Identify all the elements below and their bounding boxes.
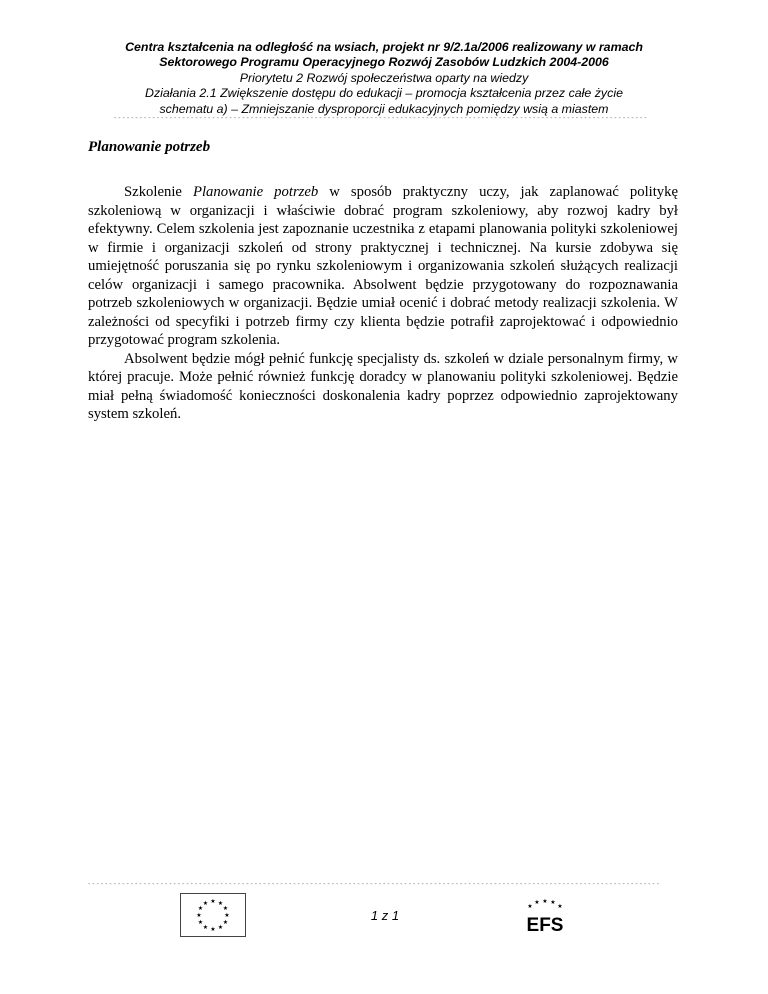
- svg-text:★: ★: [210, 926, 216, 933]
- svg-text:★: ★: [534, 899, 540, 906]
- paragraph-1-start: Szkolenie: [124, 184, 193, 200]
- eu-flag-icon: [180, 893, 246, 937]
- page-number: 1 z 1: [370, 908, 400, 923]
- svg-text:★: ★: [217, 900, 224, 907]
- header-line-5: schematu a) – Zmniejszanie dysproporcji edukacyjnych pomiędzy wsią a miastem: [159, 101, 609, 116]
- header-line-2: Sektorowego Programu Operacyjnego Rozwój Zasobów Ludzkich 2004-2006: [159, 55, 609, 70]
- efs-logo-text: EFS: [526, 915, 564, 936]
- svg-text:★: ★: [542, 898, 548, 905]
- section-title: Planowanie potrzeb: [88, 139, 211, 155]
- svg-text:★: ★: [557, 903, 563, 910]
- efs-logo: [516, 894, 574, 938]
- document-header: [80, 40, 688, 117]
- svg-text:★: ★: [527, 903, 533, 910]
- svg-text:★: ★: [196, 912, 202, 919]
- body-text: [88, 183, 678, 424]
- svg-text:★: ★: [550, 899, 556, 906]
- paragraph-2: Absolwent będzie mógł pełnić funkcję specjalisty ds. szkoleń w dziale personalnym firmy, w której pracuje. Może pełnić również funkcję doradcy w planowaniu polityki szkoleniowej. Będzie miał pełną świadomość konieczności doskonalenia kadry poprzez odpowiednio zaprojektowany system szkoleń.: [88, 350, 678, 422]
- header-line-1: Centra kształcenia na odległość na wsiach, projekt nr 9/2.1a/2006 realizowany w ramach: [125, 40, 643, 54]
- svg-text:★: ★: [202, 900, 209, 907]
- header-divider: - - - - - - - - - - - - - - - - - - - - - - - - - - - - - - - - - - - - - - - - - - - - - - - - - - - - - - - - - - - - - - - - - - - - - - - - - - - - - - - - - - - - - - - - - - - - - - - - - - - - - - - - - - - - - - - - - - - - - - - - - - - - -: [114, 115, 647, 122]
- footer-divider: - - - - - - - - - - - - - - - - - - - - - - - - - - - - - - - - - - - - - - - - - - - - - - - - - - - - - - - - - - - - - - - - - - - - - - - - - - - - - - - - - - - - - - - - - - - - - - - - - - - - - - - - - - - - - - - - - - - - - - - - - - - - - - - - - - - - - -: [88, 881, 660, 888]
- svg-text:★: ★: [222, 919, 229, 926]
- paragraph-1: [88, 183, 678, 350]
- svg-text:★: ★: [217, 924, 224, 931]
- svg-text:★: ★: [197, 919, 204, 926]
- header-line-4: Działania 2.1 Zwiększenie dostępu do edukacji – promocja kształcenia przez całe życie: [145, 86, 623, 101]
- svg-text:★: ★: [202, 924, 209, 931]
- svg-text:★: ★: [210, 898, 216, 905]
- paragraph-1-rest: w sposób praktyczny uczy, jak zaplanować politykę szkoleniową w organizacji i właściwie dobrać program szkoleniowy, aby rozwoj kadry był efektywny. Celem szkolenia jest zapoznanie uczestnika z etapami planowania polityki szkoleniowej w firmie i organizacji szkoleń od strony praktycznej i technicznej. Na kursie zdobywa się umiejętność poruszania się po rynku szkoleniowym i organizowania szkoleń służących realizacji celów organizacji i samego pracownika. Absolwent będzie przygotowany do rozpoznawania potrzeb szkoleniowych w organizacji. Będzie umiał ocenić i dobrać metody realizacji szkolenia. W zależności od specyfiki i potrzeb firmy czy klienta będzie potrafił zaprojektować i odpowiednio przygotować program szkolenia.: [88, 184, 679, 348]
- svg-text:★: ★: [222, 905, 229, 912]
- course-name-emphasis: Planowanie potrzeb: [192, 184, 319, 200]
- svg-text:★: ★: [224, 912, 230, 919]
- header-line-3: Priorytetu 2 Rozwój społeczeństwa oparty na wiedzy: [239, 70, 529, 85]
- svg-text:★: ★: [197, 905, 204, 912]
